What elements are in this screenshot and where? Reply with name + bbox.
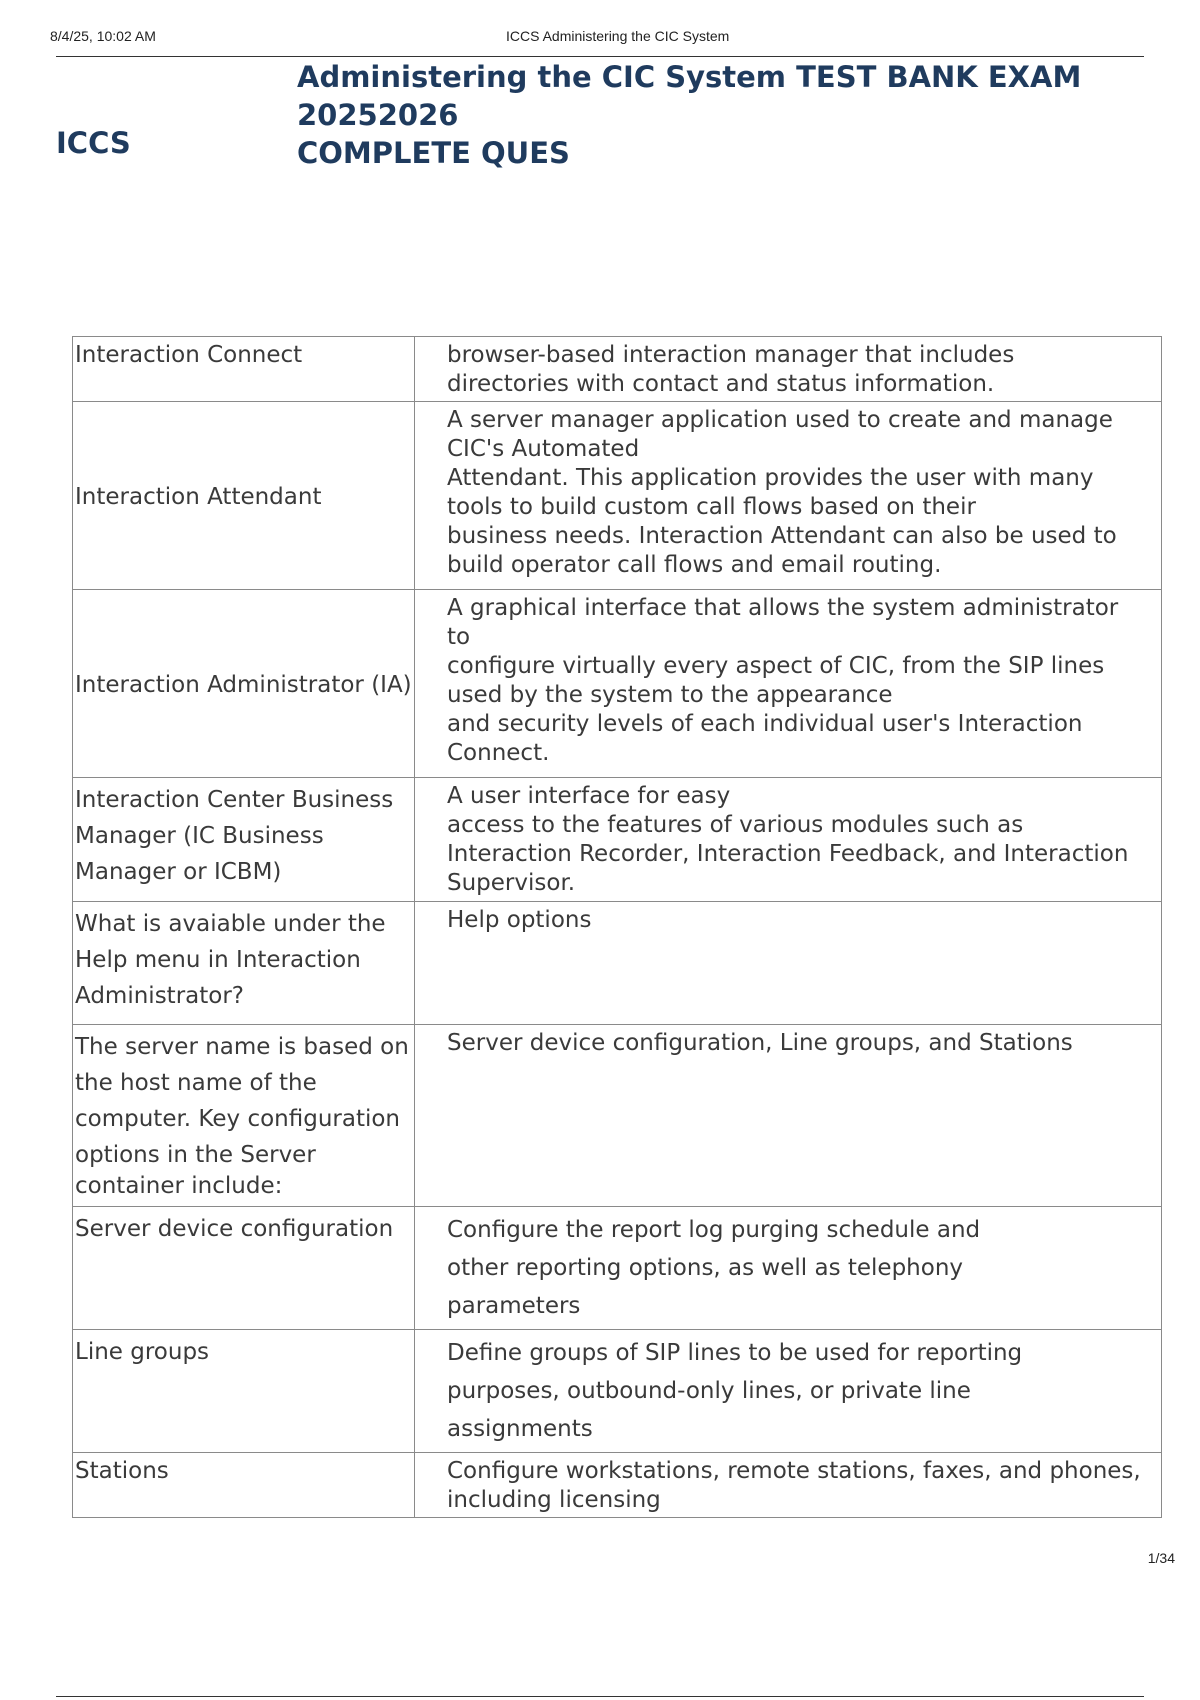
definition-line: Supervisor. (447, 870, 576, 896)
term-cell (73, 902, 415, 1025)
definition-line: purposes, outbound-only lines, or private line (447, 1378, 971, 1404)
definition-line: parameters (447, 1293, 581, 1319)
term-line: What is avaiable under the (75, 911, 386, 937)
definition-line: business needs. Interaction Attendant can also be used to (447, 523, 1117, 549)
term-line: container include: (75, 1173, 283, 1199)
term-cell (73, 337, 415, 402)
print-date: 8/4/25, 10:02 AM (50, 28, 156, 44)
definition-cell (415, 1453, 1162, 1518)
table-row (73, 402, 1162, 590)
term-cell (73, 1207, 415, 1330)
definition-line: Connect. (447, 740, 550, 766)
definition-cell (415, 337, 1162, 402)
definition-line: Attendant. This application provides the user with many (447, 465, 1094, 491)
definition-line: Interaction Recorder, Interaction Feedback, and Interaction (447, 841, 1129, 867)
definition-cell (415, 1025, 1162, 1207)
definition-line: browser-based interaction manager that includes (447, 342, 1015, 368)
definition-line: Configure the report log purging schedule and (447, 1217, 981, 1243)
definition-line: assignments (447, 1416, 593, 1442)
definition-cell (415, 402, 1162, 590)
definition-line: build operator call flows and email routing. (447, 552, 942, 578)
definition-line: to (447, 624, 471, 650)
term-line: Line groups (75, 1339, 210, 1365)
table-row (73, 590, 1162, 778)
header-divider (56, 56, 1144, 57)
print-doc-title: ICCS Administering the CIC System (506, 28, 730, 44)
definition-line: access to the features of various modules such as (447, 812, 1024, 838)
term-line: Interaction Administrator (IA) (75, 671, 412, 698)
table-row (73, 1025, 1162, 1207)
table-row (73, 1330, 1162, 1453)
definition-line: Server device configuration, Line groups, and Stations (447, 1030, 1073, 1056)
definition-line: used by the system to the appearance (447, 682, 893, 708)
definition-cell (415, 902, 1162, 1025)
term-line: Interaction Attendant (75, 483, 322, 510)
definition-line: A server manager application used to create and manage (447, 407, 1113, 433)
page-number: 1/34 (1147, 1550, 1175, 1566)
term-line: Manager (IC Business (75, 823, 324, 849)
table-row (73, 778, 1162, 902)
definition-line: Define groups of SIP lines to be used for reporting (447, 1340, 1023, 1366)
definition-line: including licensing (447, 1487, 661, 1513)
definition-cell (415, 1207, 1162, 1330)
definition-line: A graphical interface that allows the system administrator (447, 595, 1119, 621)
page-title-line-2: COMPLETE QUES (297, 136, 570, 170)
brand-label: ICCS (56, 126, 131, 160)
term-line: the host name of the (75, 1070, 317, 1096)
definition-cell (415, 590, 1162, 778)
definition-line: Configure workstations, remote stations, faxes, and phones, (447, 1458, 1141, 1484)
definition-line: CIC's Automated (447, 436, 640, 462)
term-cell (73, 778, 415, 902)
table-row (73, 337, 1162, 402)
definition-line: and security levels of each individual user's Interaction (447, 711, 1083, 737)
definition-line: configure virtually every aspect of CIC, from the SIP lines (447, 653, 1105, 679)
term-line: Help menu in Interaction (75, 947, 361, 973)
page-title-line-1: Administering the CIC System TEST BANK EXAM 20252026 (297, 60, 1082, 132)
table-row (73, 902, 1162, 1025)
term-line: Interaction Center Business (75, 787, 394, 813)
term-line: The server name is based on (75, 1034, 409, 1060)
table-row (73, 1453, 1162, 1518)
definition-cell (415, 1330, 1162, 1453)
term-line: computer. Key configuration (75, 1106, 401, 1132)
definition-line: tools to build custom call flows based on their (447, 494, 976, 520)
term-line: options in the Server (75, 1142, 316, 1168)
definition-line: A user interface for easy (447, 783, 731, 809)
term-cell (73, 1330, 415, 1453)
term-line: Server device configuration (75, 1216, 394, 1242)
term-line: Interaction Connect (75, 342, 303, 368)
definition-line: Help options (447, 907, 592, 933)
term-line: Administrator? (75, 983, 244, 1009)
term-line: Stations (75, 1458, 169, 1484)
definition-cell (415, 778, 1162, 902)
term-cell (73, 402, 415, 590)
term-cell (73, 590, 415, 778)
term-line: Manager or ICBM) (75, 859, 282, 885)
definition-line: directories with contact and status information. (447, 371, 995, 397)
table-row (73, 1207, 1162, 1330)
term-cell (73, 1453, 415, 1518)
footer-divider (56, 1696, 1144, 1697)
page-title (297, 58, 1177, 172)
qa-table (72, 336, 1162, 1518)
definition-line: other reporting options, as well as telephony (447, 1255, 964, 1281)
term-cell (73, 1025, 415, 1207)
